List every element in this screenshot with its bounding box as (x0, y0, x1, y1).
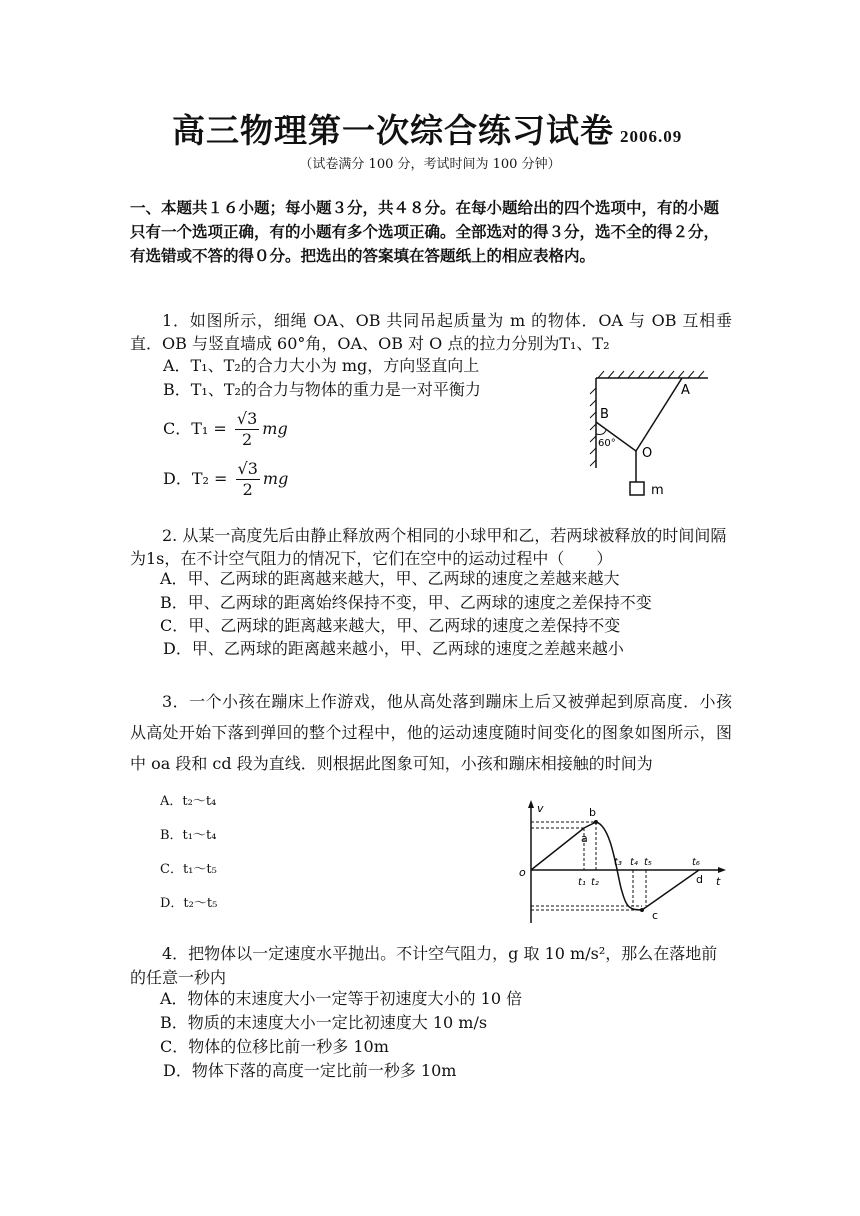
fig-label-o: O (642, 446, 653, 461)
graph-label-t4: t₄ (630, 857, 638, 868)
section-instructions: 一、本题共１６小题；每小题３分，共４８分。在每小题给出的四个选项中，有的小题只有一个选项正确，有的小题有多个选项正确。全部选对的得３分，选不全的得２分，有选错或不答的得０分。把选出的答案填在答题纸上的相应表格内。 (130, 199, 720, 265)
frac-num: √3 (236, 409, 258, 428)
q4-stem: 4．把物体以一定速度水平抛出。不计空气阻力，g 取 10 m/s²，那么在落地前的任意一秒内 (130, 944, 718, 987)
graph-label-c: c (652, 909, 659, 922)
q4-option-c: C．物体的位移比前一秒多 10m (160, 1037, 389, 1056)
exam-subtitle: （试卷满分 100 分，考试时间为 100 分钟） (299, 157, 561, 172)
fig-label-m: m (651, 483, 664, 498)
graph-label-t: t (716, 875, 721, 888)
fig-label-angle: 60° (598, 438, 616, 449)
q3-option-b: B．t₁～t₄ (160, 828, 217, 843)
graph-label-a: a (581, 832, 588, 845)
graph-label-t3: t₃ (614, 857, 622, 868)
title-text: 高三物理第一次综合练习试卷 (172, 111, 614, 150)
q1-rope-figure (584, 370, 714, 502)
graph-label-t5: t₅ (644, 857, 652, 868)
graph-label-b: b (589, 806, 596, 819)
frac-suffix: mg (262, 419, 288, 438)
q4-option-a: A．物体的末速度大小一定等于初速度大小的 10 倍 (160, 989, 523, 1008)
q3-vt-graph (516, 798, 732, 928)
frac-den-d: 2 (242, 480, 253, 499)
q2-stem: 2. 从某一高度先后由静止释放两个相同的小球甲和乙，若两球被释放的时间间隔为1s，在不计空气阻力的情况下，它们在空中的运动过程中（ ） (130, 526, 727, 568)
graph-label-t1: t₁ (578, 877, 586, 888)
q2-option-a: A．甲、乙两球的距离越来越大，甲、乙两球的速度之差越来越大 (160, 569, 620, 588)
q3-stem: 3．一个小孩在蹦床上作游戏，他从高处落到蹦床上后又被弹起到原高度．小孩从高处开始下落到弹回的整个过程中，他的运动速度随时间变化的图象如图所示，图中 oa 段和 cd 段为直线．则根据此图象可知，小孩和蹦床相接触的时间为 (130, 692, 732, 773)
frac-num-d: √3 (237, 459, 258, 478)
graph-label-v: v (537, 802, 544, 815)
q3-option-a: A．t₂～t₄ (160, 794, 217, 809)
q1-option-d-label: D．T₂ = (163, 469, 228, 488)
q2-option-c: C．甲、乙两球的距离越来越大，甲、乙两球的速度之差保持不变 (160, 616, 621, 635)
frac-den: 2 (242, 430, 253, 449)
q4-option-d: D．物体下落的高度一定比前一秒多 10m (163, 1061, 457, 1080)
q3-option-d: D．t₂～t₅ (160, 896, 218, 911)
q1-stem: 1．如图所示，细绳 OA、OB 共同吊起质量为 m 的物体．OA 与 OB 互相垂直．OB 与竖直墙成 60°角，OA、OB 对 O 点的拉力分别为T₁、T₂ (130, 311, 732, 353)
q3-option-c: C．t₁～t₅ (160, 862, 217, 877)
q2-option-d: D．甲、乙两球的距离越来越小，甲、乙两球的速度之差越来越小 (163, 639, 624, 658)
q1-option-a: A．T₁、T₂的合力大小为 mg，方向竖直向上 (163, 356, 480, 375)
graph-label-t2: t₂ (591, 877, 599, 888)
q1-option-c-label: C．T₁ = (163, 419, 227, 438)
title-date: 2006.09 (620, 127, 683, 146)
fig-label-b: B (600, 407, 609, 422)
q1-fraction (235, 409, 259, 450)
q1-option-b: B．T₁、T₂的合力与物体的重力是一对平衡力 (163, 380, 481, 399)
q1-option-d (163, 459, 288, 500)
q4-option-b: B．物质的末速度大小一定比初速度大 10 m/s (160, 1013, 488, 1032)
graph-label-t6: t₆ (692, 857, 700, 868)
exam-title (172, 105, 682, 152)
q1-fraction-d (236, 459, 260, 500)
graph-label-d: d (696, 873, 703, 886)
graph-label-o: o (519, 866, 526, 879)
q2-option-b: B．甲、乙两球的距离始终保持不变，甲、乙两球的速度之差保持不变 (160, 593, 652, 612)
q1-option-c (163, 409, 288, 450)
fig-label-a: A (681, 383, 690, 398)
frac-suffix-d: mg (262, 469, 289, 488)
